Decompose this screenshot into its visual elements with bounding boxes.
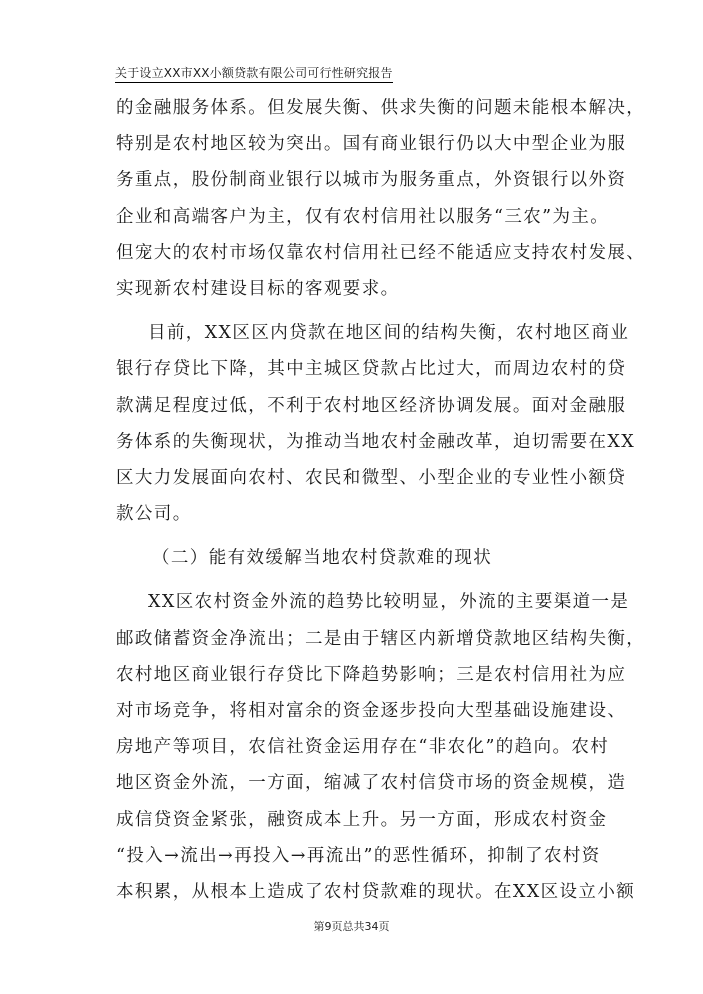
text-line: 本积累，从根本上造成了农村贷款难的现状。在XX区设立小额 bbox=[116, 881, 636, 902]
text-line: 银行存贷比下降，其中主城区贷款占比过大，而周边农村的贷 bbox=[116, 359, 627, 380]
text-line: 邮政储蓄资金净流出；二是由于辖区内新增贷款地区结构失衡， bbox=[116, 628, 646, 649]
text-line: 实现新农村建设目标的客观要求。 bbox=[116, 278, 400, 299]
text-line: 成信贷资金紧张，融资成本上升。另一方面，形成农村资金 bbox=[116, 809, 608, 830]
text-line: 但宠大的农村市场仅靠农村信用社已经不能适应支持农村发展、 bbox=[116, 242, 646, 263]
paragraph bbox=[116, 315, 636, 532]
text-line: 务体系的失衡现状，为推动当地农村金融改革，迫切需要在XX bbox=[116, 431, 636, 452]
text-line: XX区农村资金外流的趋势比较明显，外流的主要渠道一是 bbox=[148, 592, 630, 613]
section-heading bbox=[116, 540, 602, 576]
text-line: 区大力发展面向农村、农民和微型、小型企业的专业性小额贷 bbox=[116, 467, 627, 488]
text-line: 款满足程度过低，不利于农村地区经济协调发展。面对金融服 bbox=[116, 395, 627, 416]
document-body bbox=[116, 90, 646, 910]
text-line: 农村地区商业银行存贷比下降趋势影响；三是农村信用社为应 bbox=[116, 664, 627, 685]
page-number: 第9页总共34页 bbox=[313, 920, 390, 933]
text-line: “投入→流出→再投入→再流出”的恶性循环，抑制了农村资 bbox=[116, 845, 601, 866]
running-header: 关于设立XX市XX小额贷款有限公司可行性研究报告 bbox=[115, 64, 393, 83]
text-line: 特别是农村地区较为突出。国有商业银行仍以大中型企业为服 bbox=[116, 134, 627, 155]
text-line: 地区资金外流，一方面，缩减了农村信贷市场的资金规模，造 bbox=[116, 773, 627, 794]
paragraph bbox=[116, 584, 646, 910]
paragraph bbox=[116, 90, 646, 307]
text-line: 对市场竞争，将相对富余的资金逐步投向大型基础设施建设、 bbox=[116, 701, 627, 721]
text-line: 目前，XX区区内贷款在地区间的结构失衡，农村地区商业 bbox=[148, 323, 630, 344]
text-line: 的金融服务体系。但发展失衡、供求失衡的问题未能根本解决， bbox=[116, 98, 646, 118]
heading-text: （二）能有效缓解当地农村贷款难的现状 bbox=[152, 548, 493, 569]
page-footer bbox=[0, 918, 703, 934]
text-line: 房地产等项目，农信社资金运用存在“非农化”的趋向。农村 bbox=[116, 737, 610, 758]
text-line: 企业和高端客户为主，仅有农村信用社以服务“三农”为主。 bbox=[116, 206, 610, 227]
text-line: 务重点，股份制商业银行以城市为服务重点，外资银行以外资 bbox=[116, 170, 627, 191]
text-line: 款公司。 bbox=[116, 504, 192, 525]
